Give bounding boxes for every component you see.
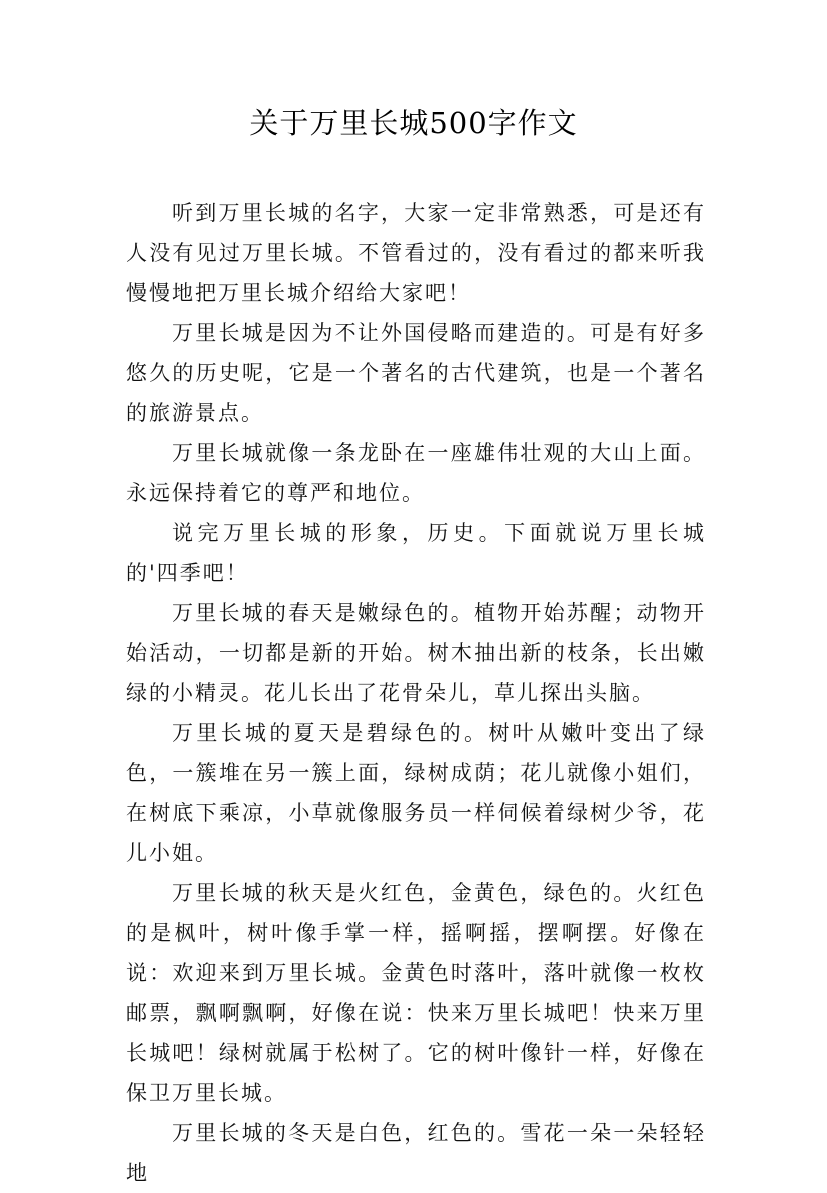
paragraph-6: 万里长城的夏天是碧绿色的。树叶从嫩叶变出了绿色，一簇堆在另一簇上面，绿树成荫；花儿就像小姐们，在树底下乘凉，小草就像服务员一样伺候着绿树少爷，花儿小姐。 <box>126 721 706 865</box>
paragraph-3: 万里长城就像一条龙卧在一座雄伟壮观的大山上面。永远保持着它的尊严和地位。 <box>126 441 706 505</box>
paragraph-5: 万里长城的春天是嫩绿色的。植物开始苏醒；动物开始活动，一切都是新的开始。树木抽出新的枝条，长出嫩绿的小精灵。花儿长出了花骨朵儿，草儿探出头脑。 <box>126 601 706 705</box>
paragraph-4: 说完万里长城的形象，历史。下面就说万里长城的'四季吧！ <box>126 521 706 585</box>
paragraph-1: 听到万里长城的名字，大家一定非常熟悉，可是还有人没有见过万里长城。不管看过的，没有看过的都来听我慢慢地把万里长城介绍给大家吧！ <box>126 201 706 305</box>
paragraph-7: 万里长城的秋天是火红色，金黄色，绿色的。火红色的是枫叶，树叶像手掌一样，摇啊摇，摆啊摆。好像在说：欢迎来到万里长城。金黄色时落叶，落叶就像一枚枚邮票，飘啊飘啊，好像在说：快来万里长城吧！快来万里长城吧！绿树就属于松树了。它的树叶像针一样，好像在保卫万里长城。 <box>126 881 706 1105</box>
paragraph-8: 万里长城的冬天是白色，红色的。雪花一朵一朵轻轻地 <box>126 1121 706 1185</box>
paragraph-2: 万里长城是因为不让外国侵略而建造的。可是有好多悠久的历史呢，它是一个著名的古代建筑，也是一个著名的旅游景点。 <box>126 321 706 425</box>
document-body <box>126 193 706 1193</box>
document-title: 关于万里长城500字作文 <box>249 106 578 140</box>
